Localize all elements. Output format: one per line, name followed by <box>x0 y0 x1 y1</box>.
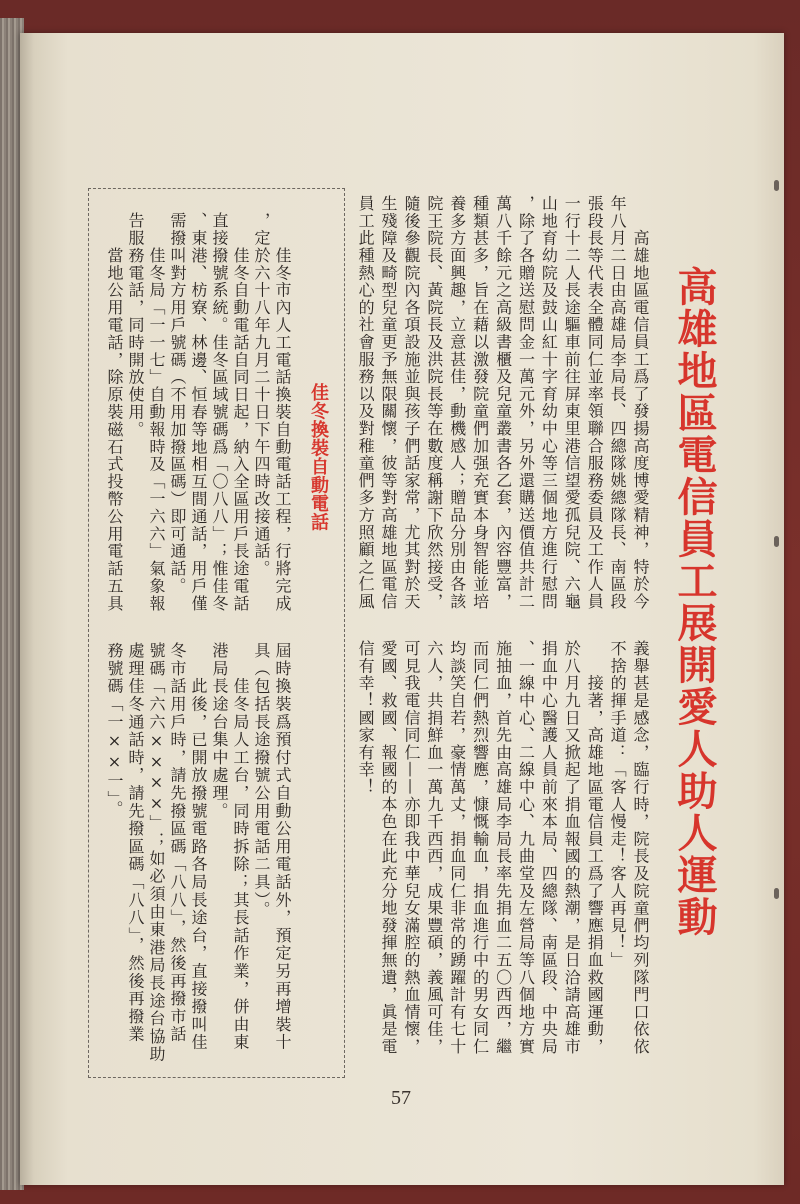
boxed-article-column: 當地公用電話，除原裝磁石式投幣公用電話五具 <box>105 212 124 613</box>
boxed-article-column: 佳冬自動電話自同日起，納入全區用戶長途電話 <box>231 212 250 613</box>
boxed-article-column: 此後，已開放撥號電路各局長途台，直接撥叫佳 <box>189 642 208 1052</box>
main-article-column: 六人，共捐鮮血一萬九千西西，成果豐碩，義風可佳， <box>424 640 444 1056</box>
main-article-column: 施抽血，首先由高雄局李局長率先捐血二五〇西西，繼 <box>493 640 513 1056</box>
main-article-column: 隨後參觀院內各項設施並與孩子們話家常，尤其對於天 <box>401 195 421 611</box>
main-article-column: 愛國、救國、報國的本色在此充分地發揮無遺，眞是電 <box>379 640 399 1056</box>
boxed-article-title: 佳冬換裝自動電話 <box>308 383 329 531</box>
main-article-column: 高雄地區電信員工爲了發揚高度博愛精神，特於今 <box>631 195 650 611</box>
main-article-column: 養多方面興趣，立意甚佳，動機感人；贈品分別由各該 <box>447 195 467 611</box>
main-article-column: 種類甚多，旨在藉以激發院童們加强充實本身智能並培 <box>470 195 490 611</box>
boxed-article-column: 直接撥號系統。佳冬區域號碼爲「〇八八」；惟佳冬 <box>210 212 229 613</box>
boxed-article-column: 、東港、枋寮、林邊、恒春等地相互間通話，用戶僅 <box>189 212 208 613</box>
main-article-column: 信有幸！國家有幸！ <box>356 640 376 796</box>
main-article-column: 院王院長、黃院長及洪院長等在數度稱謝下欣然接受， <box>424 195 444 611</box>
binding-hole <box>774 536 779 547</box>
binding-hole <box>774 888 779 899</box>
main-article-column: 不捨的揮手道：「客人慢走！客人再見！」 <box>608 640 628 969</box>
main-article-column: 張段長等代表全體同仁並率領聯合服務委員及工作人員 <box>585 195 605 611</box>
main-article-column: 、一線中心、二線中心、九曲堂及左營局等八個地方實 <box>516 640 536 1056</box>
main-article-column: 一行十二人長途驅車前往屏東里港信望愛孤兒院、六龜 <box>562 195 582 611</box>
boxed-article-column: 佳冬市內人工電話換裝自動電話工程，行將完成 <box>273 212 292 613</box>
main-article-column: ，除了各贈送慰問金一萬元外，另外還購送價值共計二 <box>516 195 536 611</box>
boxed-article-column: 具（包括長途撥號公用電話二具）。 <box>252 642 271 919</box>
boxed-article-column: 佳冬局「一一七」自動報時及「一六六」氣象報 <box>147 212 166 613</box>
main-article-column: 可見我電信同仁——亦即我中華兒女滿腔的熱血情懷， <box>401 640 421 1056</box>
boxed-article-column: 處理佳冬通話時，請先撥區碼「八八」，然後再撥業 <box>126 642 145 1044</box>
boxed-article-lower-block <box>104 642 293 1072</box>
page-number: 57 <box>391 1087 411 1109</box>
main-article-column: 捐血中心醫護人員前來本局、四總隊、南區段、中央局 <box>539 640 559 1056</box>
boxed-article-column: ，定於六十八年九月二十日下午四時改接通話。 <box>252 212 271 578</box>
main-article-column: 山地育幼院及鼓山紅十字育幼中心等三個地方進行慰問 <box>539 195 559 611</box>
boxed-article-upper-block <box>104 212 293 632</box>
main-article-column: 均談笑自若，豪情萬丈，捐血同仁非常的踴躍計有七十 <box>447 640 467 1056</box>
main-article-lower-block <box>353 640 651 1070</box>
boxed-article-column: 屆時換裝爲預付式自動公用電話外，預定另再增裝十 <box>273 642 292 1052</box>
main-article-column: 員工此種熱心的社會服務以及對稚童們多方照顧之仁風 <box>356 195 376 611</box>
main-article-column: 而同仁們熱烈響應，慷慨輸血，捐血進行中的男女同仁 <box>470 640 490 1056</box>
boxed-article-column: 務號碼「一××一」。 <box>105 642 124 818</box>
boxed-article-column: 港局長途台集中處理。 <box>210 642 229 820</box>
binding-hole <box>774 180 779 191</box>
boxed-article-column: 需撥叫對方用戶號碼（不用加撥區碼）即可通話。 <box>168 212 187 595</box>
main-article-column: 萬八千餘元之高級書櫃及兒童叢書各乙套，內容豐富， <box>493 195 513 611</box>
main-article-column: 接著，高雄地區電信員工爲了響應捐血救國運動， <box>585 640 605 1056</box>
main-article-column: 於八月九日又掀起了捐血報國的熱潮，是日洽請高雄市 <box>562 640 582 1056</box>
main-article-column: 生殘障及畸型兒童更予無限關懷，彼等對高雄地區電信 <box>379 195 399 611</box>
boxed-article-column: 告服務電話，同時開放使用。 <box>126 212 145 439</box>
main-article-column: 年八月二日由高雄局李局長、四總隊姚總隊長、南區段 <box>608 195 628 611</box>
boxed-article-column: 號碼「六六××××」；如必須由東港局長途台協助 <box>147 642 166 1064</box>
boxed-article-column: 佳冬局人工台，同時拆除；其長話作業，併由東 <box>231 642 250 1052</box>
main-article-upper-block <box>353 195 651 625</box>
main-article-column: 義舉甚是感念，臨行時，院長及院童們均列隊門口依依 <box>631 640 650 1056</box>
main-article-title: 高雄地區電信員工展開愛人助人運動 <box>671 266 718 938</box>
boxed-article-column: 冬市話用戶時，請先撥區碼「八八」，然後再撥市話 <box>168 642 187 1044</box>
